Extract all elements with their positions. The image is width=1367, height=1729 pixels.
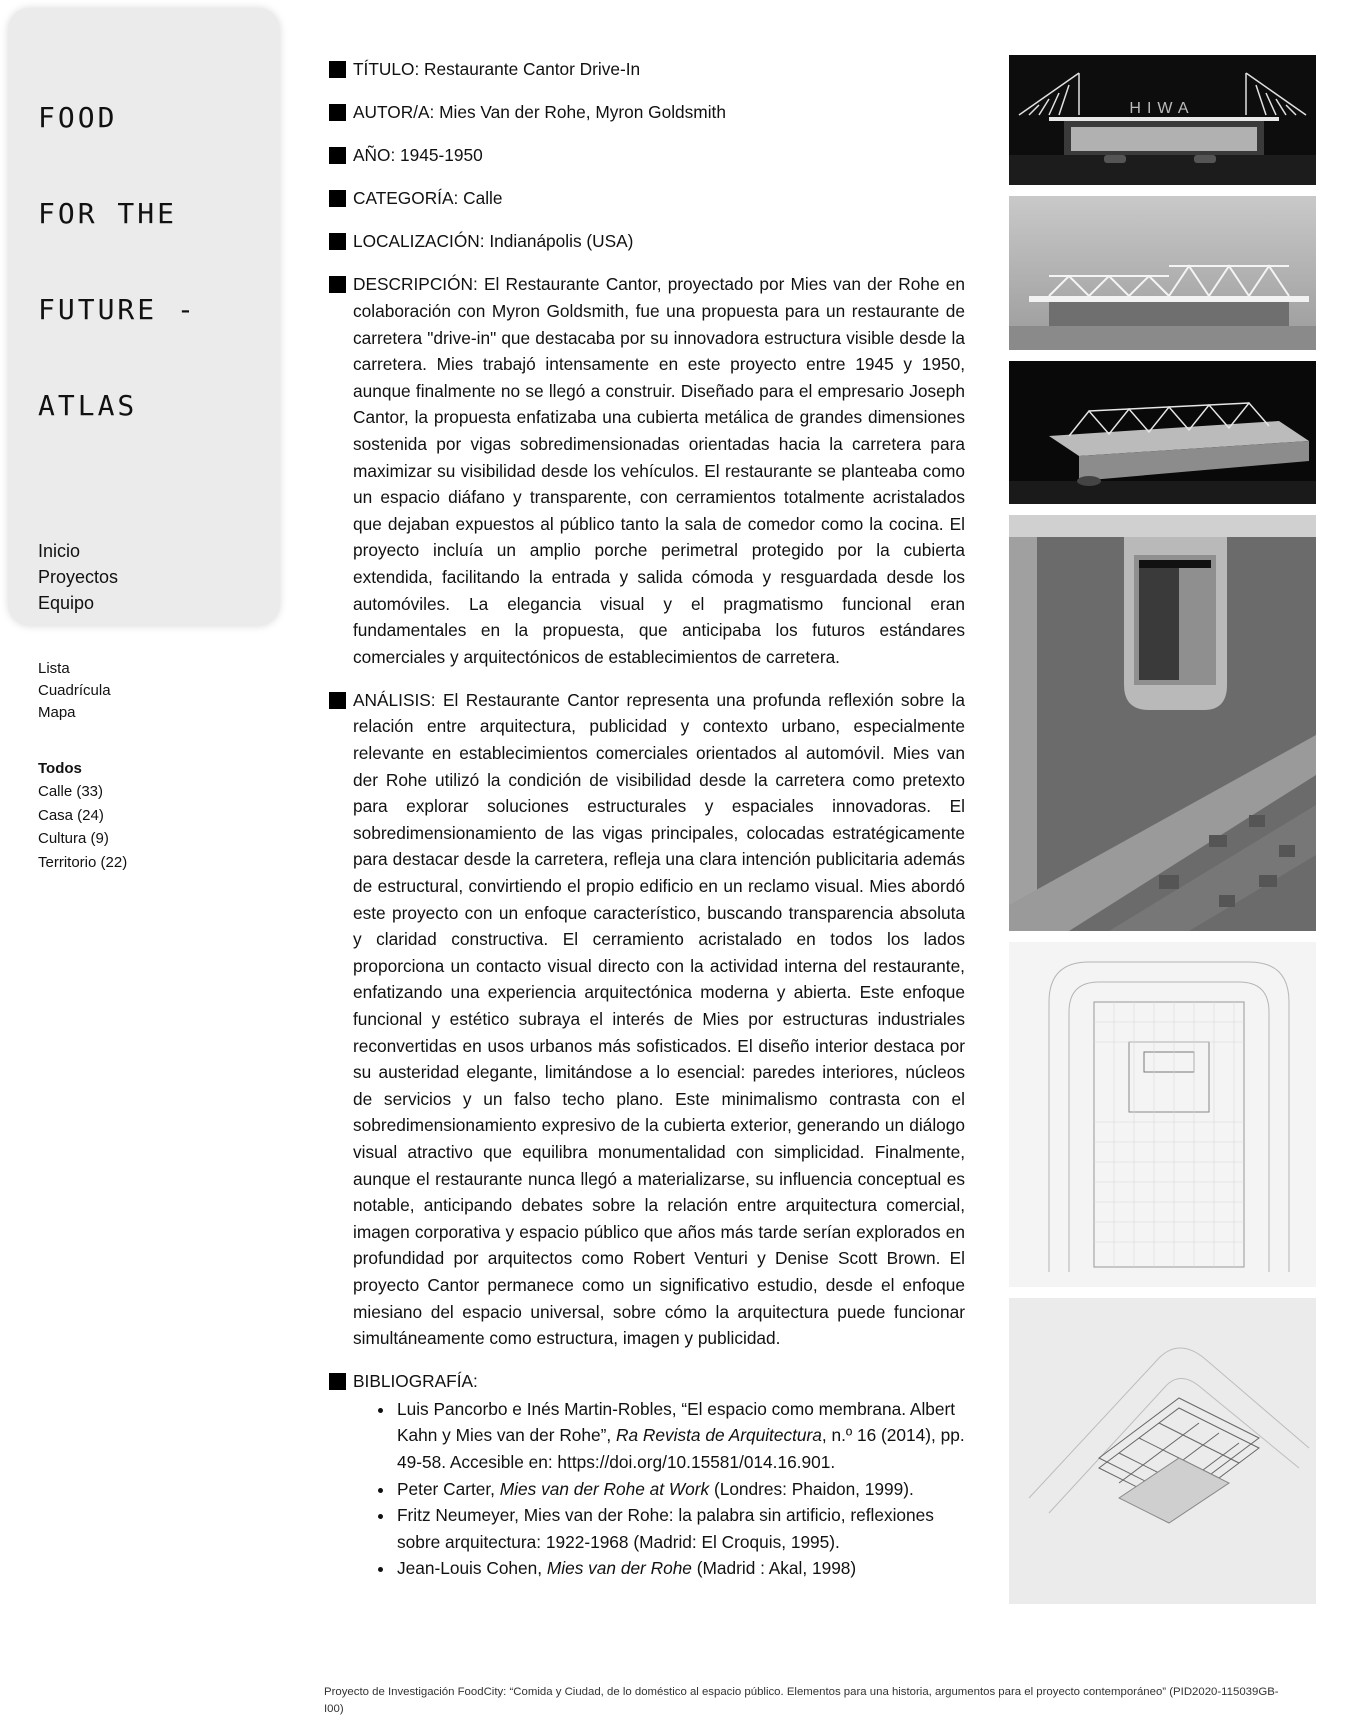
field-analisis (329, 687, 965, 1352)
project-analysis: ANÁLISIS: El Restaurante Cantor representa una profunda reflexión sobre la relación entre arquitectura, publicidad y contexto urbano, especialmente relevante en establecimientos comerciales orientados al automóvil. Mies van der Rohe utilizó la condición de visibilidad desde la carretera como pretexto para explorar soluciones estructurales y espaciales innovadoras. El sobredimensionamiento de las vigas principales, colocadas estratégicamente para destacar desde la carretera, refleja una clara intención publicitaria además de estructural, convirtiendo el propio edificio en un reclamo visual. Mies abordó este proyecto con un enfoque característico, buscando transparencia absoluta y claridad constructiva. El cerramiento acristalado en todos los lados proporciona un contacto visual directo con la actividad interna del restaurante, enfatizando una experiencia arquitectónica moderna y abierta. Este enfoque funcional y estético subraya el interés de Mies por estructuras industriales reconvertidas en usos urbanos más sofisticados. El diseño interior destaca por su austeridad elegante, limitándose a lo esencial: paredes interiores, núcleos de servicios y un falso techo plano. Este minimalismo contrasta con el sobredimensionamiento expresivo de la cubierta exterior, generando un diálogo visual atractivo que equilibra monumentalidad con simplicidad. Finalmente, aunque el restaurante nunca llegó a materializarse, su influencia conceptual es notable, anticipando debates sobre la relación entre arquitectura comercial, imagen corporativa y espacio público que años más tarde serían explorados en profundidad por arquitectos como Robert Venturi y Denise Scott Brown. El proyecto Cantor permanece como un significativo estudio, desde el enfoque miesiano del espacio universal, sobre cómo la arquitectura puede funcionar simultáneamente como estructura, imagen y publicidad. (353, 689, 965, 1349)
bibliography-item: • Peter Carter, Mies van der Rohe at Work (Londres: Phaidon, 1999). (395, 1476, 965, 1503)
category-filter (38, 757, 280, 874)
view-link-cuadricula[interactable]: Cuadrícula (38, 682, 111, 699)
category-calle[interactable]: Calle (33) (38, 783, 104, 800)
field-bibliografia (329, 1368, 965, 1582)
square-bullet-icon (329, 61, 346, 78)
category-cultura[interactable]: Cultura (9) (38, 830, 109, 847)
roof-sign-text: HIWA (1129, 100, 1195, 117)
footer: Proyecto de Investigación FoodCity: “Comida y Ciudad, de lo doméstico al espacio público. Elementos para una historia, argumentos para el proyecto contemporáneo” (PID2020-115039GB-I00) (324, 1686, 1279, 1715)
square-bullet-icon (329, 233, 346, 250)
bibliography-item: • Fritz Neumeyer, Mies van der Rohe: la palabra sin artificio, reflexiones sobre arquitectura: 1922-1968 (Madrid: El Croquis, 1995). (395, 1502, 965, 1555)
field-titulo (329, 56, 965, 83)
category-casa[interactable]: Casa (24) (38, 806, 104, 824)
logo-line-4: ATLAS (38, 389, 138, 422)
project-detail (329, 56, 965, 1598)
photo-model-daylight[interactable] (1009, 196, 1316, 350)
bibliography-list (395, 1396, 965, 1582)
field-descripcion (329, 271, 965, 670)
nav-link-proyectos[interactable]: Proyectos (38, 567, 119, 587)
drawing-site-plan[interactable] (1009, 942, 1316, 1287)
square-bullet-icon (329, 104, 346, 121)
square-bullet-icon (329, 190, 346, 207)
square-bullet-icon (329, 147, 346, 164)
square-bullet-icon (329, 1373, 346, 1390)
project-description: DESCRIPCIÓN: El Restaurante Cantor, proyectado por Mies van der Rohe en colaboración con Myron Goldsmith, fue una propuesta para un restaurante de carretera "drive-in" que destacaba por su innovadora estructura visible desde la carretera. Mies trabajó intensamente en este proyecto entre 1945 y 1950, aunque finalmente no se llegó a construir. Diseñado para el empresario Joseph Cantor, la propuesta enfatizaba una cubierta metálica de grandes dimensiones sostenida por vigas sobredimensionadas orientadas hacia la carretera para maximizar su visibilidad desde los vehículos. El restaurante se planteaba como un espacio diáfano y transparente, con cerramientos totalmente acristalados que dejaban expuestos al público tanto la sala de comedor como la cocina. El proyecto incluía un amplio porche perimetral protegido por la cubierta extendida, facilitando la entrada y salida cómoda y resguardada desde los automóviles. La elegancia visual y el pragmatismo funcional eran fundamentales en la propuesta, que anticipaba los futuros estándares comerciales y arquitectónicos de establecimientos de carretera. (353, 274, 965, 667)
project-location: LOCALIZACIÓN: Indianápolis (USA) (353, 231, 634, 252)
field-categoria (329, 185, 965, 212)
nav-link-equipo[interactable]: Equipo (38, 593, 95, 613)
project-category: CATEGORÍA: Calle (353, 188, 503, 209)
logo-line-2: FOR THE (38, 197, 178, 230)
project-title: TÍTULO: Restaurante Cantor Drive-In (353, 59, 641, 79)
square-bullet-icon (329, 276, 346, 293)
logo-line-3: FUTURE - (38, 293, 197, 326)
photo-night-elevation[interactable] (1009, 55, 1316, 185)
main-nav (38, 538, 280, 616)
drawing-axonometric[interactable] (1009, 1298, 1316, 1604)
field-localizacion (329, 228, 965, 255)
site-logo[interactable] (38, 38, 280, 486)
image-gallery (1009, 55, 1316, 1615)
project-author: AUTOR/A: Mies Van der Rohe, Myron Goldsmith (353, 102, 726, 123)
square-bullet-icon (329, 692, 346, 709)
view-nav (38, 658, 280, 724)
nav-link-inicio[interactable]: Inicio (38, 541, 81, 561)
field-anio (329, 142, 965, 169)
view-link-mapa[interactable]: Mapa (38, 704, 76, 721)
field-autor (329, 99, 965, 126)
category-territorio[interactable]: Territorio (22) (38, 853, 128, 871)
project-year: AÑO: 1945-1950 (353, 145, 483, 166)
bibliography-item: • Jean-Louis Cohen, Mies van der Rohe (Madrid : Akal, 1998) (395, 1555, 965, 1582)
bibliography-label: BIBLIOGRAFÍA: (353, 1371, 478, 1392)
photo-aerial-site[interactable] (1009, 515, 1316, 931)
bibliography-item: • Luis Pancorbo e Inés Martin-Robles, “El espacio como membrana. Albert Kahn y Mies van der Rohe”, Ra Revista de Arquitectura, n.º 16 (2014), pp. 49-58. Accesible en: https://doi.org/10.15581/014.16.901. (395, 1396, 965, 1476)
view-link-lista[interactable]: Lista (38, 660, 70, 677)
sidebar (8, 8, 280, 871)
category-all[interactable]: Todos (38, 760, 82, 777)
logo-line-1: FOOD (38, 101, 118, 134)
photo-model-night[interactable] (1009, 361, 1316, 504)
